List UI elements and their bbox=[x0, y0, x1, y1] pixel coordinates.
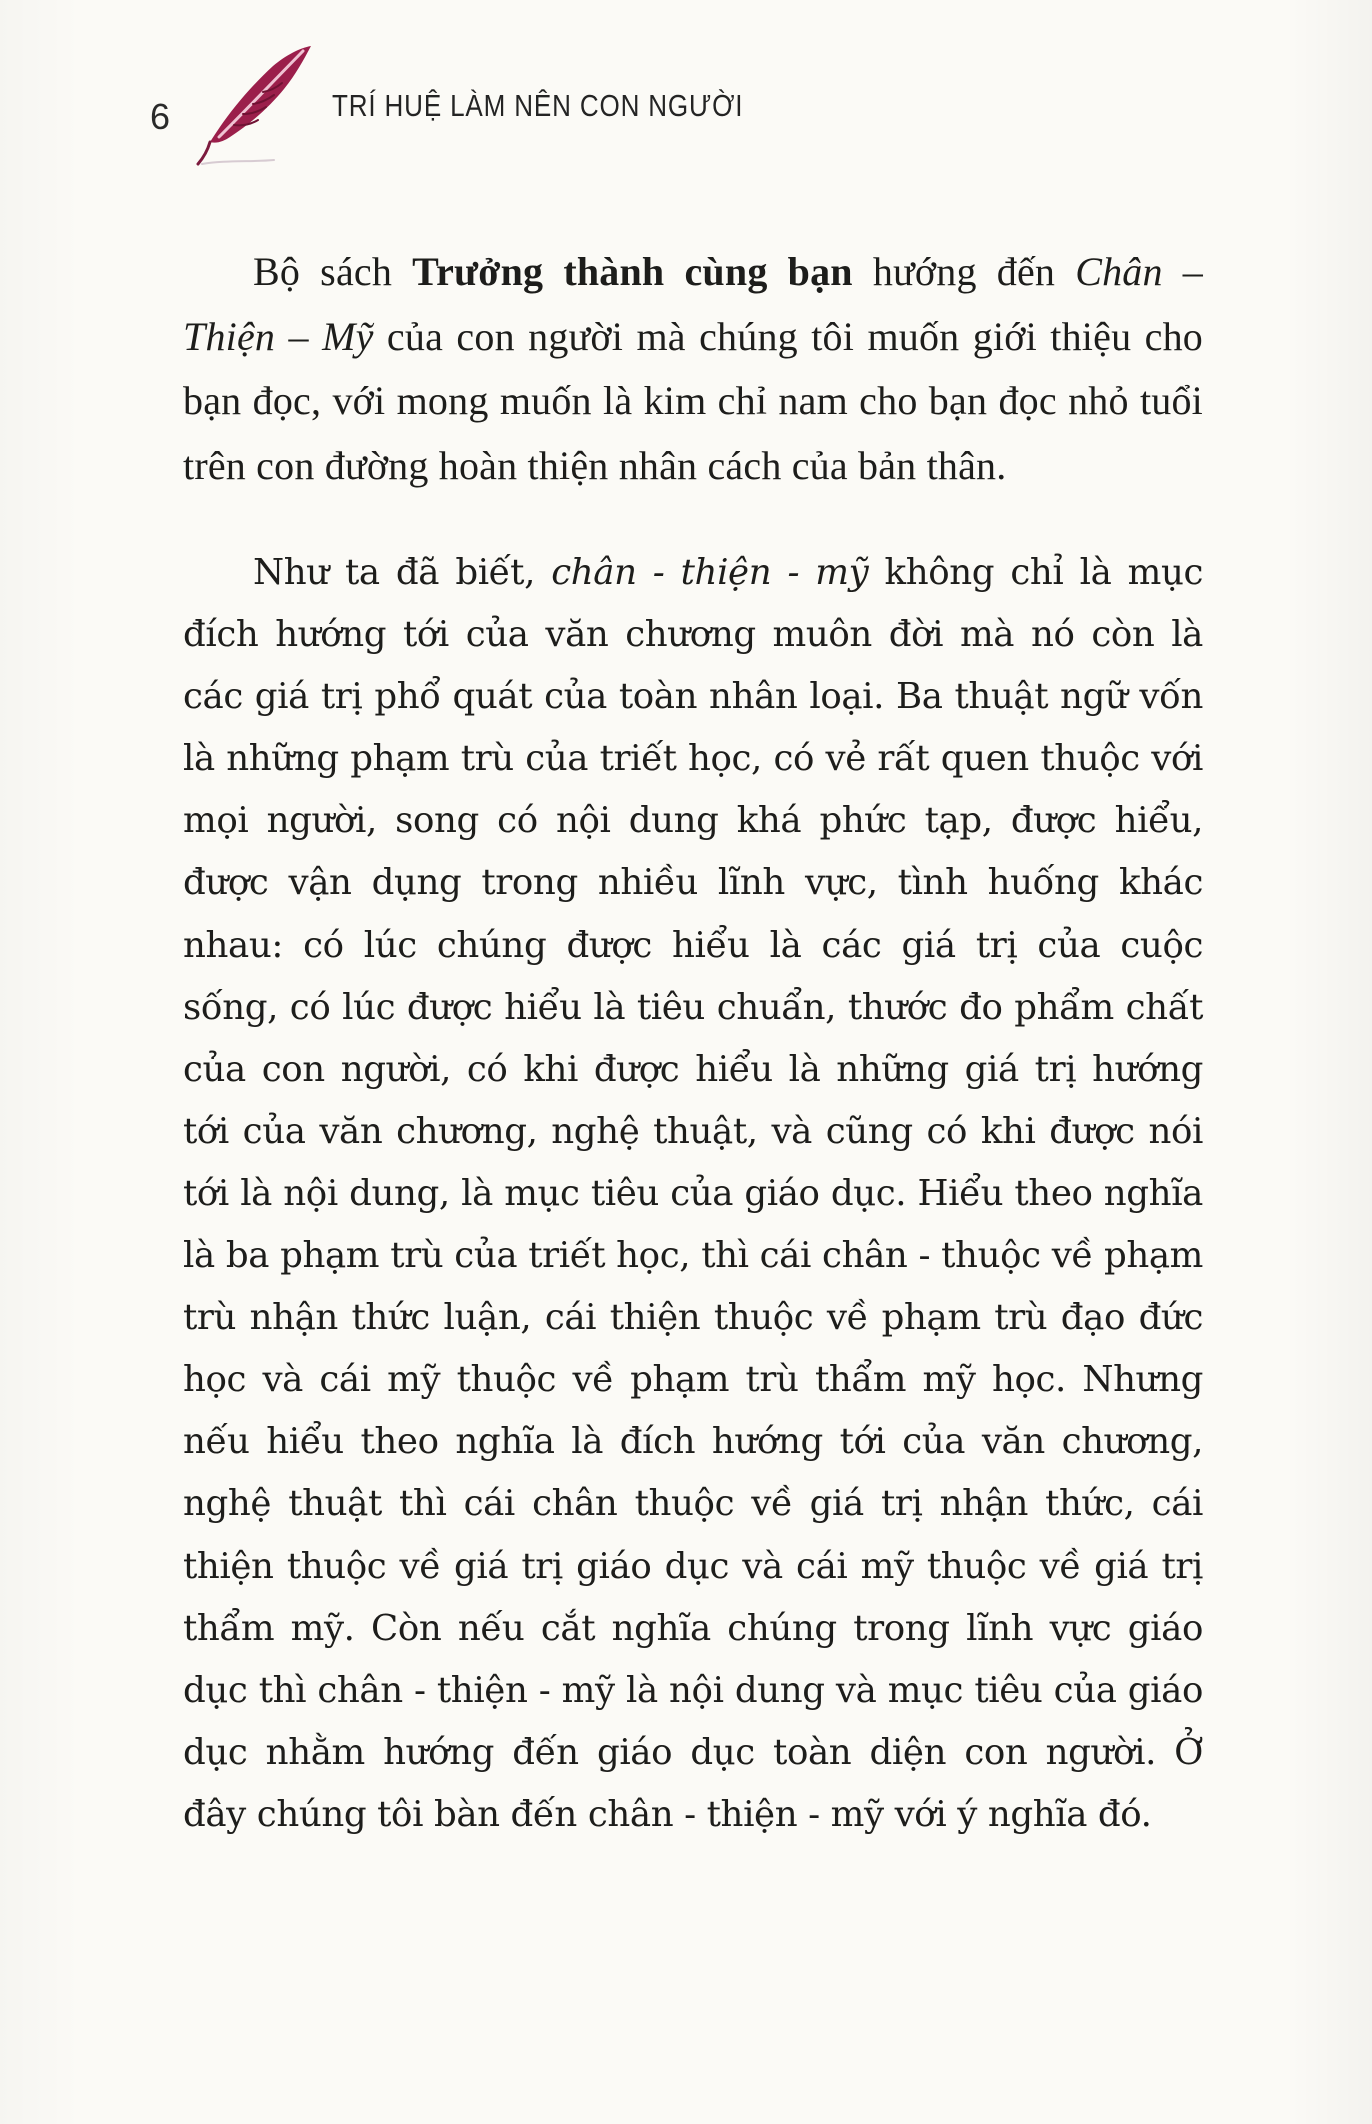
text-segment: Bộ sách bbox=[253, 249, 413, 294]
paragraph bbox=[183, 240, 1203, 498]
text-segment: hướng đến bbox=[852, 249, 1076, 294]
text-segment: không chỉ là mục đích hướng tới của văn chương muôn đời mà nó còn là các giá trị phổ quát của toàn nhân loại. Ba thuật ngữ vốn là những phạm trù của triết học, có vẻ rất quen thuộc với mọi người, song có nội dung khá phức tạp, được hiểu, được vận dụng trong nhiều lĩnh vực, tình huống khác nhau: có lúc chúng được hiểu là các giá trị của cuộc sống, có lúc được hiểu là tiêu chuẩn, thước đo phẩm chất của con người, có khi được hiểu là những giá trị hướng tới của văn chương, nghệ thuật, và cũng có khi được nói tới là nội dung, là mục tiêu của giáo dục. Hiểu theo nghĩa là ba phạm trù của triết học, thì cái chân - thuộc về phạm trù nhận thức luận, cái thiện thuộc về phạm trù đạo đức học và cái mỹ thuộc về phạm trù thẩm mỹ học. Nhưng nếu hiểu theo nghĩa là đích hướng tới của văn chương, nghệ thuật thì cái chân thuộc về giá trị nhận thức, cái thiện thuộc về giá trị giáo dục và cái mỹ thuộc về giá trị thẩm mỹ. Còn nếu cắt nghĩa chúng trong lĩnh vực giáo dục thì chân - thiện - mỹ là nội dung và mục tiêu của giáo dục nhằm hướng đến giáo dục toàn diện con người. Ở đây chúng tôi bàn đến chân - thiện - mỹ với ý nghĩa đó. bbox=[183, 552, 1203, 1835]
feather-icon bbox=[192, 38, 318, 168]
paragraph bbox=[183, 542, 1203, 1846]
page-header bbox=[150, 68, 1050, 148]
text-segment: của con người mà chúng tôi muốn giới thiệu cho bạn đọc, với mong muốn là kim chỉ nam cho bạn đọc nhỏ tuổi trên con đường hoàn thiện nhân cách của bản thân. bbox=[183, 313, 1203, 488]
text-segment: Như ta đã biết, bbox=[253, 552, 552, 593]
emphasis-text: chân - thiện - mỹ bbox=[551, 552, 869, 593]
emphasis-text: Chân – Thiện – Mỹ bbox=[183, 249, 1203, 359]
book-series-title: Trưởng thành cùng bạn bbox=[412, 249, 853, 294]
page-number: 6 bbox=[150, 96, 171, 137]
running-title: TRÍ HUỆ LÀM NÊN CON NGƯỜI bbox=[332, 88, 744, 123]
body-text bbox=[183, 240, 1203, 1846]
